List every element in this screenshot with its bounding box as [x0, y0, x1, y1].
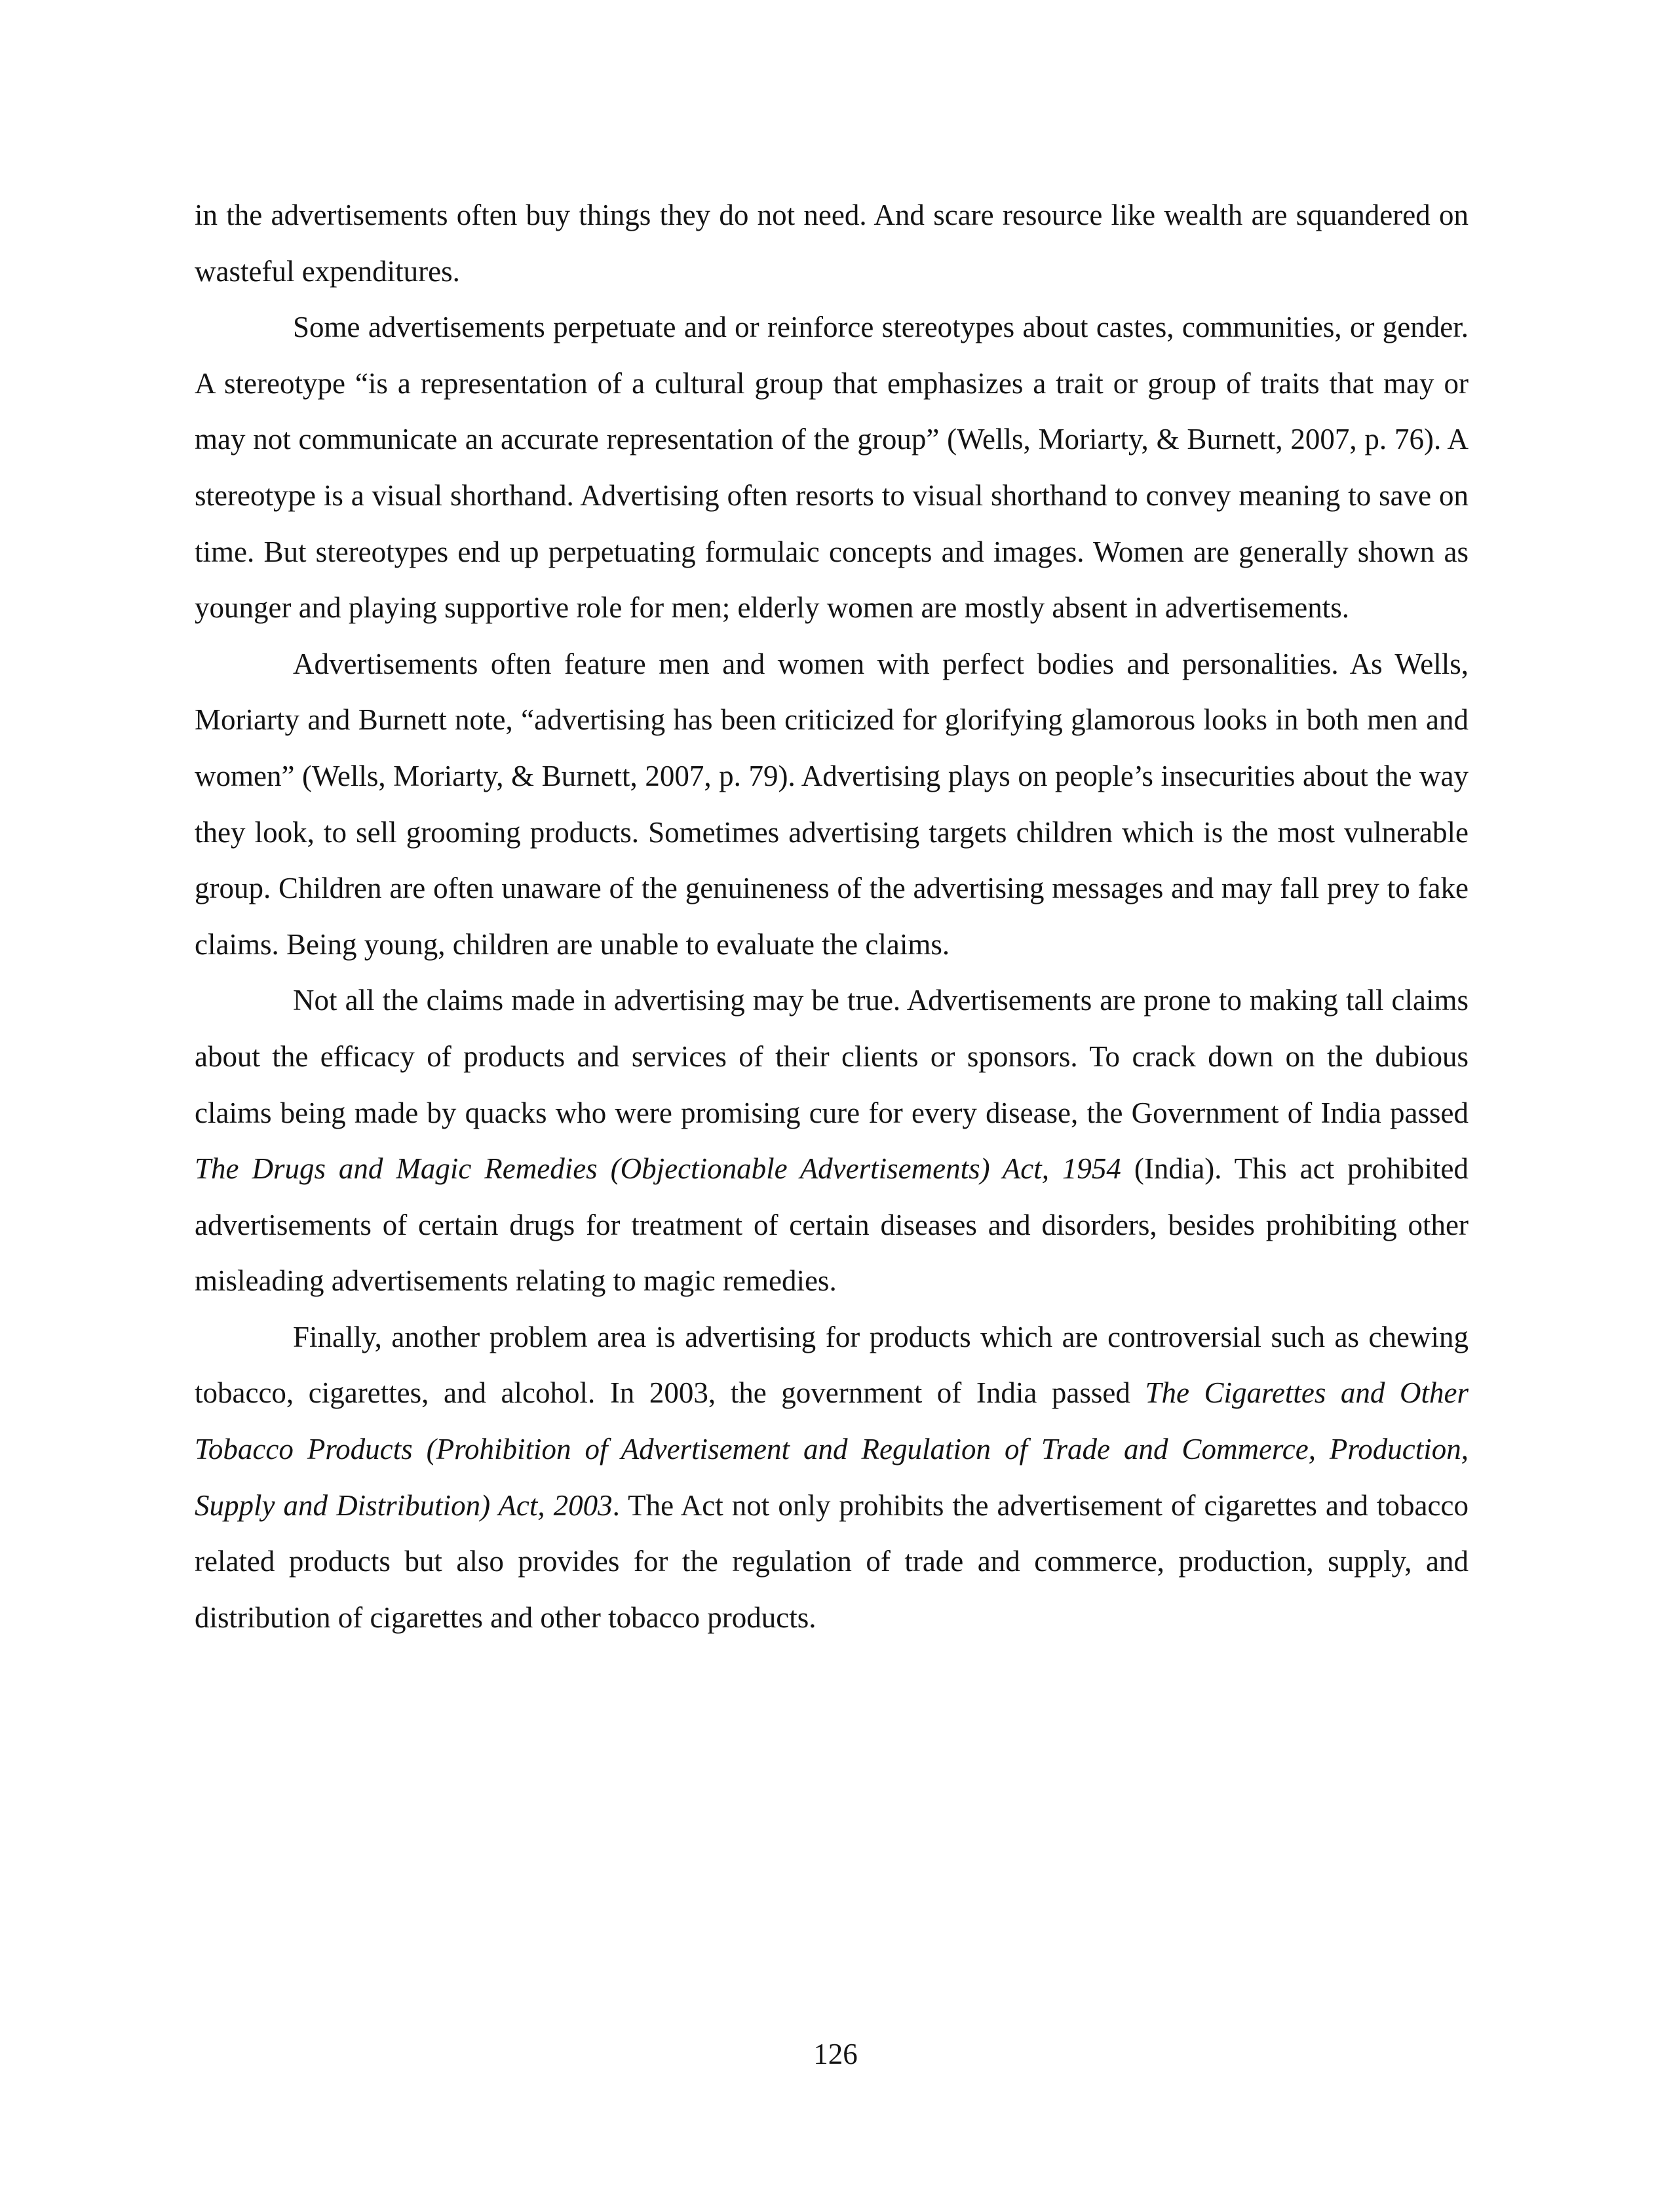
paragraph-1-text: in the advertisements often buy things they do not need. And scare resource like wealth are squandered on wasteful expenditures. [195, 199, 1469, 288]
page-number: 126 [813, 2038, 858, 2070]
paragraph-1 [195, 187, 1469, 300]
paragraph-5 [195, 1310, 1469, 1646]
paragraph-5-text-end: . The Act not only prohibits the advertisement of cigarettes and tobacco related products but also provides for the regulation of trade and commerce, production, supply, and distribution of cigarettes and other tobacco products. [195, 1488, 1469, 1634]
paragraph-3 [195, 636, 1469, 973]
paragraph-2 [195, 300, 1469, 636]
paragraph-5-text-start: Finally, another problem area is advertising for products which are controversial such as chewing tobacco, cigarettes, and alcohol. In 2003, the government of India passed [195, 1320, 1469, 1410]
drugs-act-title: The Drugs and Magic Remedies (Objectionable Advertisements) Act, 1954 [195, 1152, 1121, 1186]
paragraph-4-text-start: Not all the claims made in advertising may be true. Advertisements are prone to making tall claims about the efficacy of products and services of their clients or sponsors. To crack down on the dubious claims being made by quacks who were promising cure for every disease, the Government of India passed [195, 984, 1469, 1129]
paragraph-3-text: Advertisements often feature men and women with perfect bodies and personalities. As Wells, Moriarty and Burnett note, “advertising has been criticized for glorifying glamorous looks in both men and women” (Wells, Moriarty, & Burnett, 2007, p. 79). Advertising plays on people’s insecurities about the way they look, to sell grooming products. Sometimes advertising targets children which is the most vulnerable group. Children are often unaware of the genuineness of the advertising messages and may fall prey to fake claims. Being young, children are unable to evaluate the claims. [195, 647, 1469, 961]
tobacco-act-title: The Cigarettes and Other Tobacco Products (Prohibition of Advertisement and Regulation of Trade and Commerce, Production, Supply and Distribution) Act, 2003 [195, 1376, 1469, 1522]
paragraph-4 [195, 973, 1469, 1310]
paragraph-2-text: Some advertisements perpetuate and or reinforce stereotypes about castes, communities, or gender. A stereotype “is a representation of a cultural group that emphasizes a trait or group of traits that may or may not communicate an accurate representation of the group” (Wells, Moriarty, & Burnett, 2007, p. 76). A stereotype is a visual shorthand. Advertising often resorts to visual shorthand to convey meaning to save on time. But stereotypes end up perpetuating formulaic concepts and images. Women are generally shown as younger and playing supportive role for men; elderly women are mostly absent in advertisements. [195, 311, 1469, 625]
paragraph-4-text-end: (India). This act prohibited advertisements of certain drugs for treatment of certain diseases and disorders, besides prohibiting other misleading advertisements relating to magic remedies. [195, 1152, 1469, 1298]
body-text [195, 187, 1469, 1646]
